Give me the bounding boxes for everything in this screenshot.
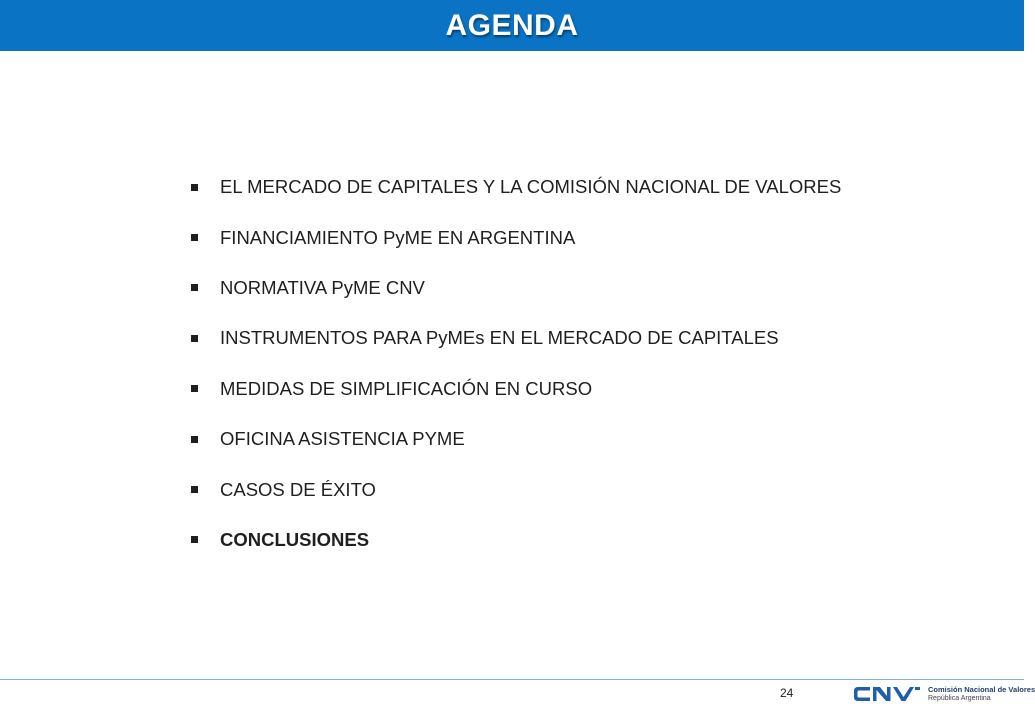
agenda-item-label: FINANCIAMIENTO PyME EN ARGENTINA — [220, 226, 576, 248]
agenda-item-label: OFICINA ASISTENCIA PYME — [220, 428, 465, 450]
agenda-item — [191, 263, 841, 313]
page-number: 24 — [780, 686, 794, 700]
cnv-logo-icon — [852, 684, 922, 704]
agenda-item-label: NORMATIVA PyME CNV — [220, 276, 425, 298]
agenda-item — [191, 162, 841, 212]
agenda-item-current — [191, 515, 841, 565]
square-bullet-icon — [191, 234, 198, 241]
square-bullet-icon — [191, 385, 198, 392]
agenda-item-label: EL MERCADO DE CAPITALES Y LA COMISIÓN NACIONAL DE VALORES — [220, 176, 842, 198]
agenda-item — [191, 414, 841, 464]
agenda-item — [191, 313, 841, 363]
agenda-item-label: MEDIDAS DE SIMPLIFICACIÓN EN CURSO — [220, 377, 593, 399]
footer-divider — [0, 679, 1024, 680]
cnv-logo — [852, 682, 1035, 706]
square-bullet-icon — [191, 184, 198, 191]
agenda-list — [191, 162, 841, 565]
page-title: AGENDA — [445, 8, 579, 42]
square-bullet-icon — [191, 284, 198, 291]
square-bullet-icon — [191, 536, 198, 543]
agenda-item — [191, 364, 841, 414]
square-bullet-icon — [191, 436, 198, 443]
logo-org-name: Comisión Nacional de Valores — [928, 685, 1035, 694]
logo-country: República Argentina — [928, 695, 991, 702]
agenda-item — [191, 212, 841, 262]
agenda-item-label: INSTRUMENTOS PARA PyMEs EN EL MERCADO DE CAPITALES — [220, 327, 779, 349]
agenda-item — [191, 464, 841, 514]
agenda-item-label: CASOS DE ÉXITO — [220, 478, 376, 500]
agenda-item-label: CONCLUSIONES — [220, 528, 370, 550]
header-bar — [0, 0, 1024, 51]
square-bullet-icon — [191, 335, 198, 342]
square-bullet-icon — [191, 486, 198, 493]
